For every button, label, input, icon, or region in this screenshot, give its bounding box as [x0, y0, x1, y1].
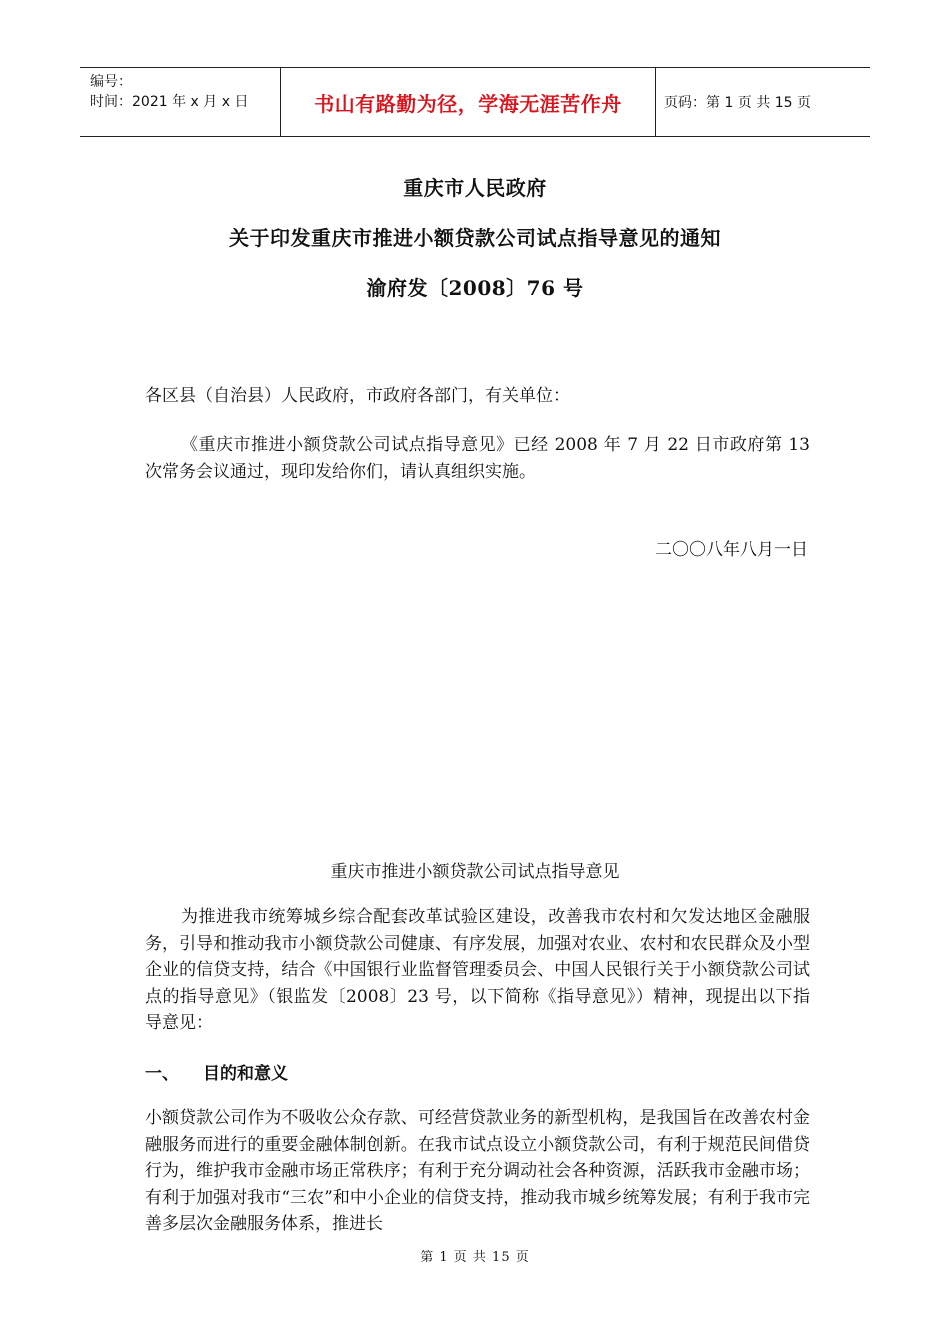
page-footer: 第 1 页 共 15 页: [420, 1250, 530, 1265]
notice-body: 《重庆市推进小额贷款公司试点指导意见》已经 2008 年 7 月 22 日市政府第 13 次常务会议通过，现印发给你们，请认真组织实施。: [145, 435, 810, 482]
header-page-cell: [656, 68, 870, 136]
document-number: 渝府发〔2008〕76 号: [366, 276, 584, 300]
addressee-line: 各区县（自治县）人民政府，市政府各部门，有关单位：: [145, 386, 570, 406]
document-header: [80, 67, 870, 137]
issuer-title: 重庆市人民政府: [403, 176, 547, 200]
section-1-heading: [145, 1059, 288, 1084]
header-motto-cell: [281, 68, 656, 136]
notice-title: 关于印发重庆市推进小额贷款公司试点指导意见的通知: [229, 226, 721, 250]
section-1-body: 小额贷款公司作为不吸收公众存款、可经营贷款业务的新型机构，是我国旨在改善农村金融服务而进行的重要金融体制创新。在我市试点设立小额贷款公司，有利于规范民间借贷行为，维护我市金融市场正常秩序；有利于充分调动社会各种资源，活跃我市金融市场；有利于加强对我市“三农”和中小企业的信贷支持，推动我市城乡统筹发展；有利于我市完善多层次金融服务体系，推进长: [145, 1108, 810, 1234]
section-1-number: 一、: [145, 1064, 179, 1084]
signature-date: 二〇〇八年八月一日: [655, 540, 808, 560]
header-meta-cell: [80, 68, 281, 136]
opinion-title: 重庆市推进小额贷款公司试点指导意见: [330, 862, 620, 882]
section-1-title: 目的和意义: [203, 1064, 288, 1084]
page-info: 页码：第 1 页 共 15 页: [664, 95, 811, 111]
motto-text: 书山有路勤为径，学海无涯苦作舟: [314, 91, 622, 116]
intro-paragraph: 为推进我市统筹城乡综合配套改革试验区建设，改善我市农村和欠发达地区金融服务，引导和推动我市小额贷款公司健康、有序发展，加强对农业、农村和农民群众及小型企业的信贷支持，结合《中国银行业监督管理委员会、中国人民银行关于小额贷款公司试点的指导意见》（银监发〔2008〕23 号，以下简称《指导意见》）精神，现提出以下指导意见：: [145, 907, 810, 1033]
serial-label: 编号：: [90, 74, 132, 90]
time-label: 时间：2021 年 x 月 x 日: [90, 94, 249, 110]
